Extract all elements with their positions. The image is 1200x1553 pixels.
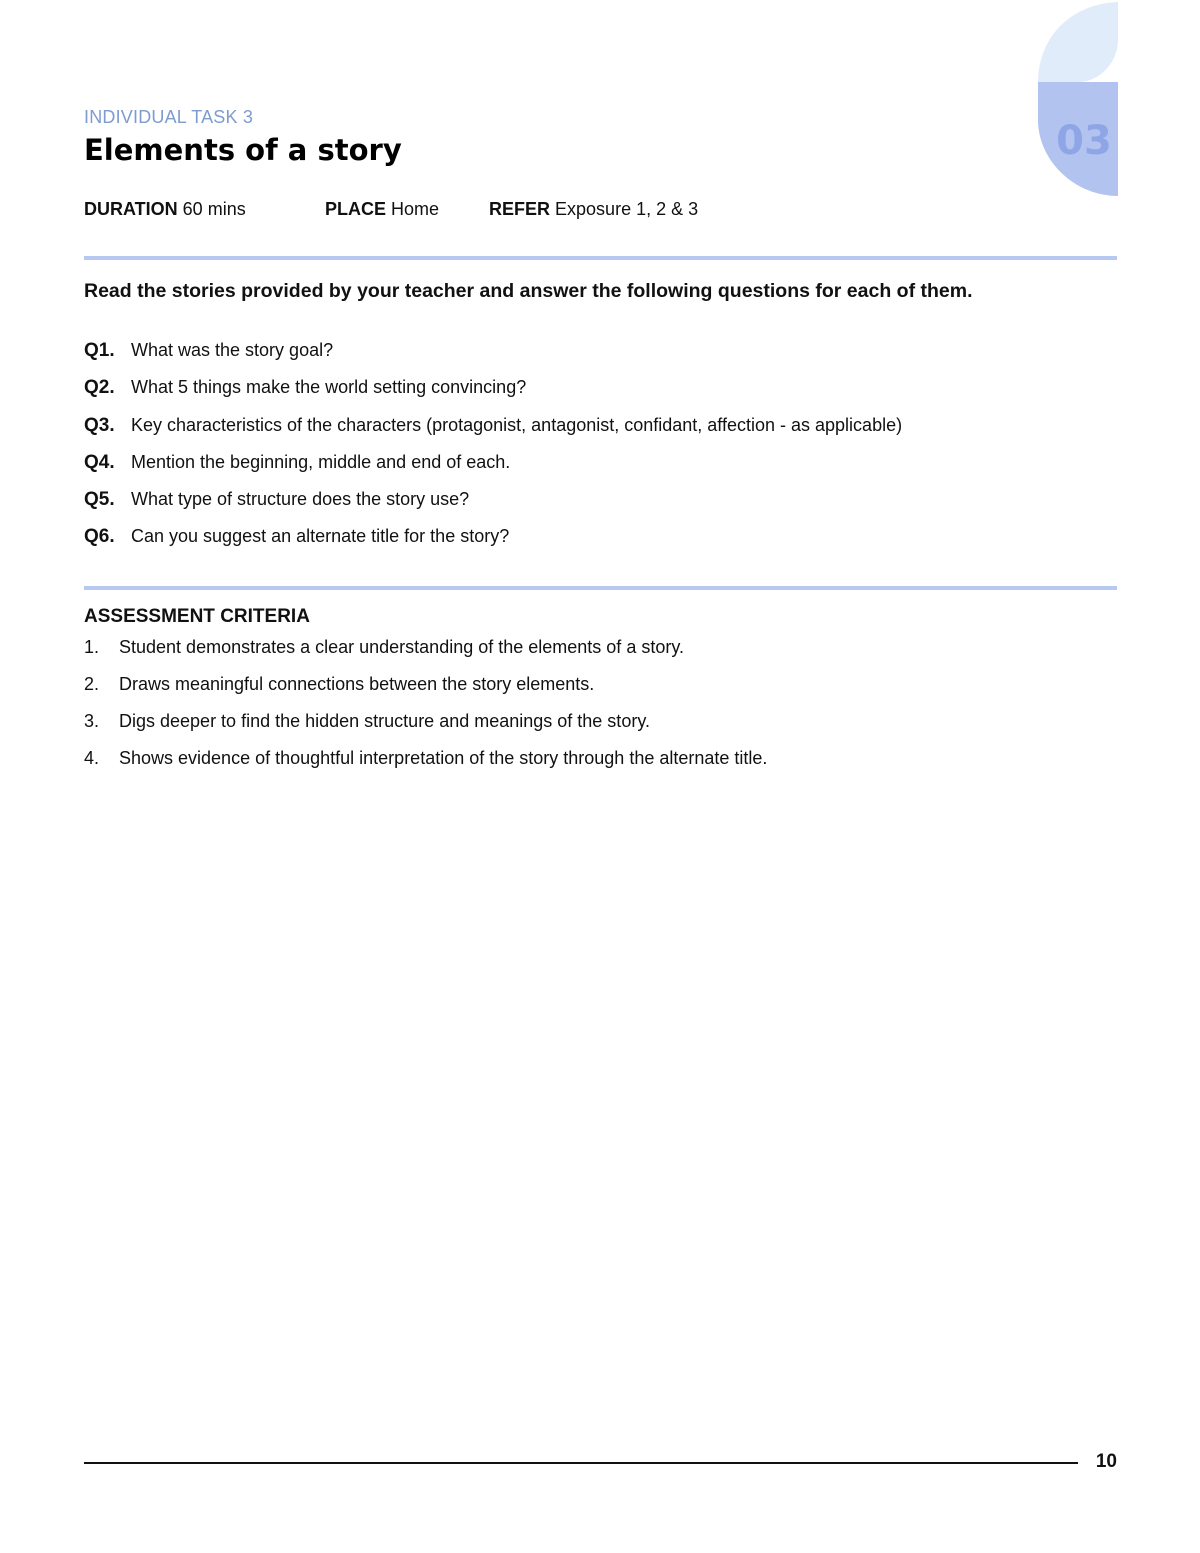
question-number: Q4. — [84, 452, 115, 473]
corner-leaf-shape — [1038, 2, 1118, 82]
question-item — [84, 526, 509, 548]
question-text: Key characteristics of the characters (protagonist, antagonist, confidant, affection - as applicable) — [131, 415, 903, 435]
question-item — [84, 377, 526, 399]
criteria-text: Draws meaningful connections between the story elements. — [119, 674, 595, 694]
place-label: PLACE — [325, 199, 387, 219]
question-text: What type of structure does the story use? — [131, 489, 470, 509]
duration-label: DURATION — [84, 199, 178, 219]
divider-middle — [84, 586, 1117, 590]
meta-place — [325, 199, 439, 220]
criteria-text: Digs deeper to find the hidden structure and meanings of the story. — [119, 711, 650, 731]
task-label: INDIVIDUAL TASK 3 — [84, 107, 254, 127]
question-text: What 5 things make the world setting convincing? — [131, 377, 527, 397]
assessment-heading: ASSESSMENT CRITERIA — [84, 606, 310, 627]
question-item — [84, 452, 510, 474]
question-item — [84, 489, 469, 511]
question-number: Q5. — [84, 489, 115, 510]
criteria-number: 2. — [84, 674, 100, 694]
criteria-number: 1. — [84, 637, 100, 657]
page-number: 10 — [1095, 1451, 1117, 1472]
question-number: Q3. — [84, 415, 115, 436]
question-text: Mention the beginning, middle and end of each. — [131, 452, 511, 472]
corner-decoration — [1038, 0, 1118, 196]
duration-value: 60 mins — [182, 199, 246, 219]
question-number: Q6. — [84, 526, 115, 547]
page-title: Elements of a story — [84, 133, 402, 167]
question-item — [84, 340, 333, 362]
task-number-badge: 03 — [1056, 118, 1112, 164]
divider-top — [84, 256, 1117, 260]
refer-value: Exposure 1, 2 & 3 — [555, 199, 699, 219]
meta-refer — [489, 199, 698, 220]
meta-duration — [84, 199, 246, 220]
question-item — [84, 415, 902, 437]
refer-label: REFER — [489, 199, 551, 219]
criteria-item — [84, 637, 684, 658]
criteria-item — [84, 748, 767, 769]
criteria-item — [84, 674, 594, 695]
question-number: Q2. — [84, 377, 115, 398]
criteria-text: Student demonstrates a clear understanding of the elements of a story. — [119, 637, 684, 657]
footer-rule — [84, 1462, 1078, 1464]
criteria-item — [84, 711, 650, 732]
instructions: Read the stories provided by your teacher and answer the following questions for each of them. — [84, 280, 973, 302]
question-text: Can you suggest an alternate title for the story? — [131, 526, 510, 546]
question-text: What was the story goal? — [131, 340, 334, 360]
question-number: Q1. — [84, 340, 115, 361]
criteria-number: 4. — [84, 748, 100, 768]
place-value: Home — [391, 199, 440, 219]
criteria-number: 3. — [84, 711, 100, 731]
criteria-text: Shows evidence of thoughtful interpretation of the story through the alternate title. — [119, 748, 768, 768]
